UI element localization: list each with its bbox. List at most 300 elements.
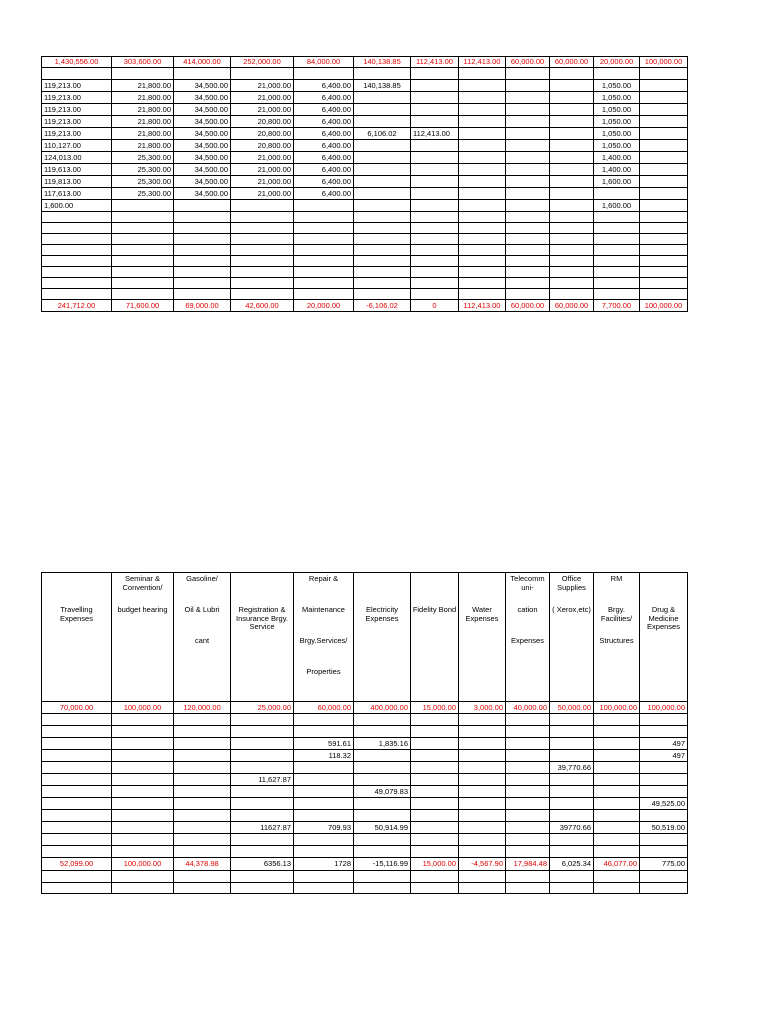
table-row bbox=[42, 80, 688, 92]
table-cell bbox=[459, 846, 506, 858]
table-cell bbox=[640, 104, 688, 116]
table-cell bbox=[506, 714, 550, 726]
table-cell bbox=[640, 188, 688, 200]
ledger-table-top bbox=[41, 56, 688, 312]
table-cell: 21,800.00 bbox=[112, 128, 174, 140]
column-header-line: Gasoline/ bbox=[186, 575, 218, 583]
table-cell bbox=[231, 846, 294, 858]
table-cell bbox=[42, 234, 112, 245]
table-cell: -6,106.02 bbox=[354, 300, 411, 312]
column-header-line: Repair & bbox=[308, 575, 339, 583]
table-cell bbox=[411, 200, 459, 212]
column-header-line: Office Supplies bbox=[557, 575, 586, 592]
table-cell bbox=[231, 278, 294, 289]
table-cell: 60,000.00 bbox=[506, 300, 550, 312]
table-cell bbox=[112, 714, 174, 726]
table-cell bbox=[550, 152, 594, 164]
table-cell bbox=[594, 846, 640, 858]
table-cell bbox=[354, 245, 411, 256]
empty-row bbox=[42, 245, 688, 256]
table-cell: 414,000.00 bbox=[174, 57, 231, 68]
table-cell bbox=[354, 883, 411, 894]
table-cell bbox=[174, 846, 231, 858]
table-cell bbox=[640, 176, 688, 188]
table-cell bbox=[231, 871, 294, 883]
table-cell bbox=[411, 223, 459, 234]
table-cell: 42,600.00 bbox=[231, 300, 294, 312]
column-header-line bbox=[355, 637, 409, 668]
table-cell bbox=[640, 774, 688, 786]
table-cell bbox=[411, 738, 459, 750]
table-cell bbox=[231, 68, 294, 80]
table-cell bbox=[640, 200, 688, 212]
table-cell bbox=[112, 726, 174, 738]
table-cell bbox=[506, 200, 550, 212]
table-cell bbox=[42, 278, 112, 289]
table-cell: 25,300.00 bbox=[112, 152, 174, 164]
table-cell bbox=[459, 834, 506, 846]
table-cell: 119,613.00 bbox=[42, 164, 112, 176]
table-cell bbox=[550, 846, 594, 858]
table-cell bbox=[459, 80, 506, 92]
table-cell bbox=[294, 726, 354, 738]
table-row bbox=[42, 774, 688, 786]
table-cell bbox=[594, 256, 640, 267]
table-cell bbox=[506, 871, 550, 883]
table-cell: 60,000.00 bbox=[506, 57, 550, 68]
table-cell bbox=[506, 256, 550, 267]
table-cell bbox=[294, 714, 354, 726]
table-cell bbox=[174, 726, 231, 738]
table-cell bbox=[174, 245, 231, 256]
table-cell bbox=[174, 883, 231, 894]
table-cell: 100,000.00 bbox=[640, 57, 688, 68]
table-cell bbox=[294, 846, 354, 858]
table-cell bbox=[42, 738, 112, 750]
table-cell bbox=[550, 774, 594, 786]
table-cell: 140,138.85 bbox=[354, 57, 411, 68]
column-header-line bbox=[551, 668, 592, 699]
table-row bbox=[42, 810, 688, 822]
table-cell bbox=[112, 786, 174, 798]
table-cell bbox=[550, 116, 594, 128]
table-row bbox=[42, 200, 688, 212]
table-cell: 52,099.00 bbox=[42, 858, 112, 871]
table-cell bbox=[294, 245, 354, 256]
table-cell bbox=[112, 200, 174, 212]
table-cell bbox=[174, 200, 231, 212]
table-cell bbox=[550, 80, 594, 92]
table-cell bbox=[411, 212, 459, 223]
table-cell bbox=[354, 140, 411, 152]
table-cell bbox=[640, 267, 688, 278]
empty-row bbox=[42, 234, 688, 245]
column-header-line: Electricity Expenses bbox=[365, 606, 399, 623]
table-cell: 118.32 bbox=[294, 750, 354, 762]
table-cell bbox=[174, 871, 231, 883]
table-cell: 6,025.34 bbox=[550, 858, 594, 871]
table-cell bbox=[294, 212, 354, 223]
table-row bbox=[42, 116, 688, 128]
table-row bbox=[42, 834, 688, 846]
table-cell: 6,400.00 bbox=[294, 104, 354, 116]
column-header-line: Water Expenses bbox=[465, 606, 499, 623]
column-header-line: Maintenance bbox=[302, 606, 345, 614]
table-cell bbox=[640, 128, 688, 140]
empty-row bbox=[42, 278, 688, 289]
table-cell bbox=[550, 68, 594, 80]
table-cell: 21,800.00 bbox=[112, 80, 174, 92]
table-cell bbox=[550, 234, 594, 245]
table-cell bbox=[506, 883, 550, 894]
table-cell bbox=[354, 278, 411, 289]
table-cell bbox=[550, 176, 594, 188]
table-cell bbox=[506, 176, 550, 188]
column-header-line bbox=[43, 637, 110, 668]
table-cell bbox=[640, 68, 688, 80]
table-cell: 112,413.00 bbox=[411, 128, 459, 140]
table-cell bbox=[550, 786, 594, 798]
table-cell bbox=[640, 714, 688, 726]
table-cell bbox=[42, 871, 112, 883]
table-cell bbox=[112, 798, 174, 810]
table-cell bbox=[42, 289, 112, 300]
table-cell: 21,000.00 bbox=[231, 104, 294, 116]
column-header-line bbox=[641, 668, 686, 699]
table-row bbox=[42, 176, 688, 188]
table-cell bbox=[459, 883, 506, 894]
table-cell bbox=[411, 278, 459, 289]
table-cell bbox=[294, 289, 354, 300]
table-cell bbox=[506, 80, 550, 92]
balance-row bbox=[42, 858, 688, 871]
table-cell bbox=[459, 871, 506, 883]
table-cell bbox=[411, 750, 459, 762]
table-cell: 241,712.00 bbox=[42, 300, 112, 312]
table-cell bbox=[112, 834, 174, 846]
table-cell bbox=[506, 128, 550, 140]
empty-row bbox=[42, 256, 688, 267]
column-header-line bbox=[175, 668, 229, 699]
table-cell bbox=[174, 798, 231, 810]
table-row bbox=[42, 786, 688, 798]
table-cell bbox=[459, 289, 506, 300]
table-cell bbox=[411, 92, 459, 104]
table-cell bbox=[640, 846, 688, 858]
column-header-line bbox=[460, 637, 504, 668]
table-cell bbox=[174, 212, 231, 223]
column-header-line: Brgy. Facilities/ bbox=[600, 606, 633, 623]
table-cell bbox=[112, 762, 174, 774]
column-header-line: budget hearing bbox=[117, 606, 168, 614]
table-cell bbox=[354, 223, 411, 234]
table-row bbox=[42, 726, 688, 738]
table-cell bbox=[640, 726, 688, 738]
table-cell: 11,627.87 bbox=[231, 774, 294, 786]
table-cell: 1,835.16 bbox=[354, 738, 411, 750]
table-cell bbox=[231, 810, 294, 822]
table-cell: 34,500.00 bbox=[174, 128, 231, 140]
table-cell: 34,500.00 bbox=[174, 92, 231, 104]
table-cell bbox=[640, 152, 688, 164]
table-cell: 34,500.00 bbox=[174, 164, 231, 176]
table-cell: 112,413.00 bbox=[459, 300, 506, 312]
table-cell bbox=[506, 798, 550, 810]
table-cell: 20,800.00 bbox=[231, 128, 294, 140]
table-cell: 6,400.00 bbox=[294, 92, 354, 104]
table-cell: 6,400.00 bbox=[294, 188, 354, 200]
table-cell bbox=[411, 774, 459, 786]
table-cell: 119,213.00 bbox=[42, 80, 112, 92]
table-cell bbox=[112, 223, 174, 234]
table-row bbox=[42, 738, 688, 750]
table-cell bbox=[231, 798, 294, 810]
table-cell: 1,400.00 bbox=[594, 152, 640, 164]
table-cell bbox=[294, 278, 354, 289]
table-cell: 6,400.00 bbox=[294, 176, 354, 188]
table-cell: 1,050.00 bbox=[594, 116, 640, 128]
column-header-line: RM bbox=[610, 575, 623, 583]
table-cell bbox=[354, 846, 411, 858]
table-cell bbox=[354, 714, 411, 726]
table-cell bbox=[594, 798, 640, 810]
column-header-line bbox=[113, 668, 172, 699]
table-cell bbox=[506, 104, 550, 116]
table-cell bbox=[459, 128, 506, 140]
table-cell: 6356.13 bbox=[231, 858, 294, 871]
empty-row bbox=[42, 883, 688, 894]
column-header bbox=[550, 573, 594, 702]
column-header bbox=[640, 573, 688, 702]
column-header-line bbox=[232, 575, 292, 606]
table-cell bbox=[550, 92, 594, 104]
empty-row bbox=[42, 289, 688, 300]
table-cell: 17,984.48 bbox=[506, 858, 550, 871]
table-row bbox=[42, 822, 688, 834]
table-cell bbox=[459, 176, 506, 188]
table-cell: 1,400.00 bbox=[594, 164, 640, 176]
table-cell: 1,430,556.00 bbox=[42, 57, 112, 68]
table-cell bbox=[594, 810, 640, 822]
table-cell: 100,000.00 bbox=[112, 702, 174, 714]
table-cell bbox=[42, 256, 112, 267]
table-cell: 6,400.00 bbox=[294, 116, 354, 128]
table-cell bbox=[112, 738, 174, 750]
table-cell bbox=[550, 223, 594, 234]
table-cell bbox=[42, 68, 112, 80]
table-cell bbox=[42, 726, 112, 738]
column-header-line: Oil & Lubri bbox=[184, 606, 220, 614]
table-cell bbox=[174, 289, 231, 300]
table-cell bbox=[594, 786, 640, 798]
table-cell: 71,600.00 bbox=[112, 300, 174, 312]
table-cell bbox=[640, 164, 688, 176]
table-cell bbox=[42, 883, 112, 894]
column-header-line bbox=[43, 668, 110, 699]
table-cell: 60,000.00 bbox=[550, 300, 594, 312]
table-cell: 497 bbox=[640, 738, 688, 750]
table-cell bbox=[506, 762, 550, 774]
table-cell bbox=[550, 188, 594, 200]
table-cell bbox=[354, 810, 411, 822]
table-cell: 25,300.00 bbox=[112, 188, 174, 200]
table-cell: -4,567.90 bbox=[459, 858, 506, 871]
table-cell bbox=[231, 245, 294, 256]
table-cell bbox=[42, 223, 112, 234]
table-cell bbox=[174, 256, 231, 267]
table-cell bbox=[506, 164, 550, 176]
table-cell bbox=[506, 223, 550, 234]
table-cell: 400,000.00 bbox=[354, 702, 411, 714]
table-cell: 25,300.00 bbox=[112, 164, 174, 176]
table-cell: 60,000.00 bbox=[294, 702, 354, 714]
table-cell: 7,700.00 bbox=[594, 300, 640, 312]
table-cell bbox=[354, 68, 411, 80]
table-cell bbox=[354, 267, 411, 278]
table-cell: 140,138.85 bbox=[354, 80, 411, 92]
table-cell bbox=[112, 750, 174, 762]
table-cell bbox=[112, 883, 174, 894]
table-cell bbox=[594, 278, 640, 289]
column-header-line: Expenses bbox=[511, 637, 544, 645]
table-cell bbox=[459, 234, 506, 245]
table-cell bbox=[550, 245, 594, 256]
table-cell bbox=[594, 223, 640, 234]
table-cell bbox=[411, 176, 459, 188]
column-header bbox=[354, 573, 411, 702]
table-cell bbox=[42, 762, 112, 774]
table-cell bbox=[594, 822, 640, 834]
table-cell: 34,500.00 bbox=[174, 80, 231, 92]
table-cell bbox=[459, 762, 506, 774]
table-cell: 1,050.00 bbox=[594, 104, 640, 116]
header-row bbox=[42, 573, 688, 702]
table-cell bbox=[459, 726, 506, 738]
table-cell: 34,500.00 bbox=[174, 152, 231, 164]
column-header-line bbox=[551, 637, 592, 668]
column-header-line bbox=[232, 668, 292, 699]
table-cell: 70,000.00 bbox=[42, 702, 112, 714]
table-cell: 1,050.00 bbox=[594, 92, 640, 104]
table-cell bbox=[112, 212, 174, 223]
column-header-line bbox=[412, 637, 457, 668]
table-cell bbox=[174, 267, 231, 278]
table-cell: 6,106.02 bbox=[354, 128, 411, 140]
table-row bbox=[42, 750, 688, 762]
column-header-line: cant bbox=[194, 637, 210, 645]
column-header bbox=[112, 573, 174, 702]
table-cell bbox=[354, 152, 411, 164]
table-row bbox=[42, 846, 688, 858]
table-cell bbox=[354, 234, 411, 245]
table-cell bbox=[550, 726, 594, 738]
total-row bbox=[42, 57, 688, 68]
table-cell bbox=[506, 116, 550, 128]
column-header-line bbox=[412, 668, 457, 699]
table-cell: 20,800.00 bbox=[231, 140, 294, 152]
table-cell bbox=[354, 834, 411, 846]
table-cell: 34,500.00 bbox=[174, 116, 231, 128]
table-cell bbox=[640, 871, 688, 883]
table-cell bbox=[354, 104, 411, 116]
column-header-line: Structures bbox=[599, 637, 634, 645]
table-cell bbox=[550, 798, 594, 810]
column-header bbox=[411, 573, 459, 702]
table-cell bbox=[411, 80, 459, 92]
table-cell bbox=[411, 164, 459, 176]
table-cell bbox=[459, 116, 506, 128]
table-cell bbox=[411, 256, 459, 267]
table-cell bbox=[354, 750, 411, 762]
table-cell bbox=[354, 774, 411, 786]
table-cell bbox=[459, 200, 506, 212]
budget-row bbox=[42, 702, 688, 714]
table-cell bbox=[174, 223, 231, 234]
table-row bbox=[42, 92, 688, 104]
table-cell: 591.61 bbox=[294, 738, 354, 750]
table-cell: 124,013.00 bbox=[42, 152, 112, 164]
table-cell bbox=[231, 834, 294, 846]
table-cell: 20,800.00 bbox=[231, 116, 294, 128]
table-cell bbox=[459, 822, 506, 834]
table-cell bbox=[294, 786, 354, 798]
table-cell bbox=[550, 267, 594, 278]
table-cell bbox=[459, 267, 506, 278]
table-cell bbox=[594, 762, 640, 774]
table-cell bbox=[231, 714, 294, 726]
table-cell: 50,914.99 bbox=[354, 822, 411, 834]
table-cell bbox=[506, 92, 550, 104]
table-cell: 775.00 bbox=[640, 858, 688, 871]
table-cell: 303,600.00 bbox=[112, 57, 174, 68]
column-header-line: Registration & Insurance Brgy. Service bbox=[236, 606, 288, 632]
table-cell: 84,000.00 bbox=[294, 57, 354, 68]
table-cell bbox=[506, 245, 550, 256]
column-header-line: Brgy.Services/ bbox=[299, 637, 348, 645]
table-cell bbox=[459, 774, 506, 786]
table-cell bbox=[411, 140, 459, 152]
ledger-table-bottom bbox=[41, 572, 688, 894]
table-cell bbox=[354, 798, 411, 810]
table-cell bbox=[174, 738, 231, 750]
table-cell bbox=[640, 786, 688, 798]
table-cell bbox=[294, 774, 354, 786]
table-cell bbox=[411, 871, 459, 883]
table-cell: -15,116.99 bbox=[354, 858, 411, 871]
table-cell: 119,213.00 bbox=[42, 128, 112, 140]
table-cell bbox=[112, 278, 174, 289]
table-cell bbox=[459, 714, 506, 726]
table-cell bbox=[294, 762, 354, 774]
table-cell bbox=[594, 750, 640, 762]
table-cell: 100,000.00 bbox=[112, 858, 174, 871]
table-cell bbox=[459, 68, 506, 80]
table-cell bbox=[550, 128, 594, 140]
column-header-line bbox=[412, 575, 457, 606]
table-cell: 100,000.00 bbox=[640, 300, 688, 312]
table-cell: 119,213.00 bbox=[42, 92, 112, 104]
column-header-line: ( Xerox,etc) bbox=[552, 606, 591, 614]
table-cell bbox=[411, 68, 459, 80]
table-cell: 15,000.00 bbox=[411, 702, 459, 714]
table-cell bbox=[411, 152, 459, 164]
table-row bbox=[42, 128, 688, 140]
table-cell bbox=[294, 871, 354, 883]
table-row bbox=[42, 104, 688, 116]
table-cell: 1,050.00 bbox=[594, 128, 640, 140]
table-row bbox=[42, 762, 688, 774]
table-cell bbox=[459, 212, 506, 223]
